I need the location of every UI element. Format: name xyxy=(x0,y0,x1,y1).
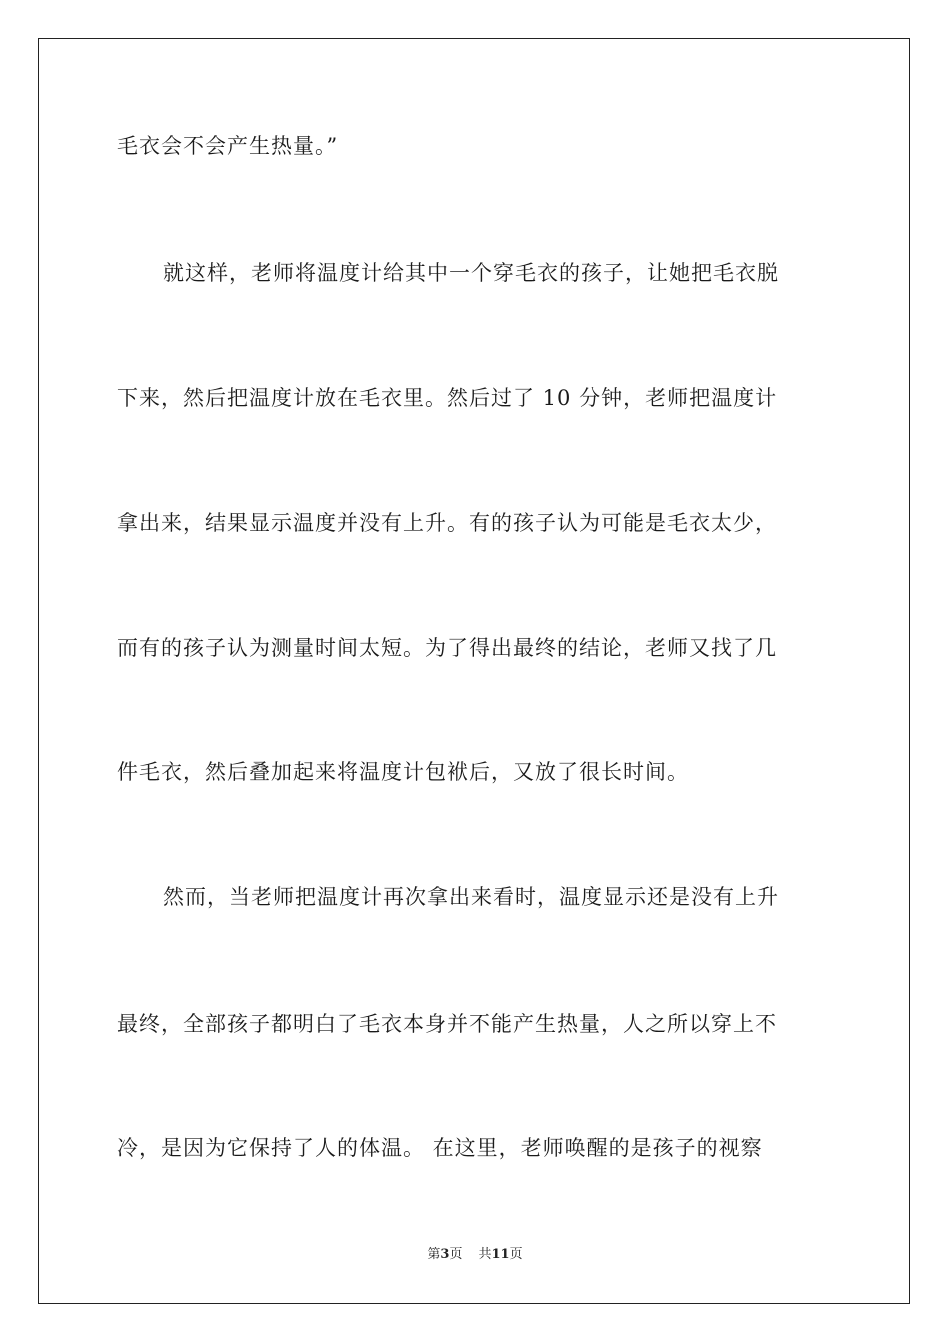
total-pages: 11 xyxy=(491,1247,510,1262)
text-line-5: 而有的孩子认为测量时间太短。为了得出最终的结论，老师又找了几 xyxy=(117,636,777,660)
text-line-7: 然而，当老师把温度计再次拿出来看时，温度显示还是没有上升 xyxy=(163,885,779,909)
text-line-2: 就这样，老师将温度计给其中一个穿毛衣的孩子，让她把毛衣脱 xyxy=(163,261,779,285)
page-suffix: 页 xyxy=(449,1247,463,1262)
text-line-8: 最终，全部孩子都明白了毛衣本身并不能产生热量，人之所以穿上不 xyxy=(117,1012,777,1036)
text-line-3: 下来，然后把温度计放在毛衣里。然后过了 10 分钟，老师把温度计 xyxy=(117,386,778,410)
text-line-4: 拿出来，结果显示温度并没有上升。有的孩子认为可能是毛衣太少， xyxy=(117,511,777,535)
page-footer xyxy=(0,1246,950,1264)
page-number: 3 xyxy=(440,1247,450,1262)
text-line-9: 冷，是因为它保持了人的体温。 在这里，老师唤醒的是孩子的视察 xyxy=(117,1136,763,1160)
text-line-1: 毛衣会不会产生热量。” xyxy=(117,134,339,158)
page-prefix: 第 xyxy=(427,1247,441,1262)
text-line-6: 件毛衣，然后叠加起来将温度计包袱后，又放了很长时间。 xyxy=(117,760,689,784)
page-border xyxy=(38,38,910,1304)
total-prefix: 共 xyxy=(478,1247,492,1262)
total-suffix: 页 xyxy=(509,1247,523,1262)
